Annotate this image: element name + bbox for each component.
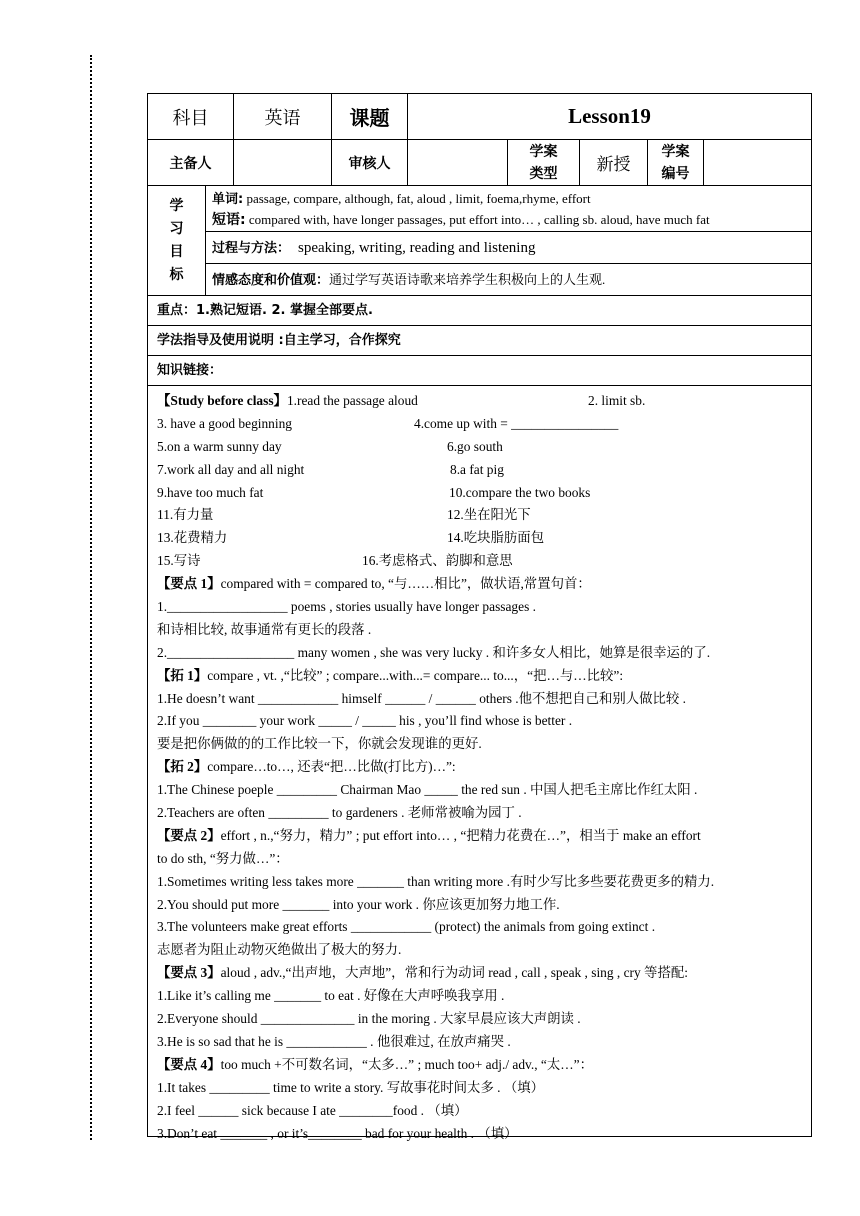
line-text: 2.I feel ______ sick because I ate ________food . （填） (157, 1102, 468, 1118)
content-line (157, 1008, 811, 1031)
line-text: 2.If you ________ your work _____ / _____ his , you’ll find whose is better . (157, 713, 573, 729)
content-line (157, 619, 811, 642)
content-line (157, 1077, 811, 1100)
content-line (157, 871, 811, 894)
content-line (157, 390, 811, 413)
line-text: 11.有力量 (157, 507, 214, 523)
words-phrases-cell (206, 186, 811, 232)
content-line (157, 550, 811, 573)
phrases-text: compared with, have longer passages, put effort into… , calling sb. aloud, have much fat (245, 212, 710, 227)
content-line (157, 894, 811, 917)
line-text: 要是把你俩做的的工作比较一下，你就会发现谁的更好. (157, 736, 482, 752)
content-line (157, 779, 811, 802)
line-text: 2.Teachers are often _________ to gardeners . 老师常被喻为园丁 . (157, 805, 522, 821)
content-line (157, 916, 811, 939)
line-text: 2.Everyone should ______________ in the moring . 大家早晨应该大声朗读 . (157, 1011, 581, 1027)
header-row-1 (148, 94, 811, 140)
content-line (157, 1054, 811, 1077)
line-text-second-column: 6.go south (447, 438, 503, 454)
emotion-text: 通过学写英语诗歌来培养学生积极向上的人生观. (329, 272, 606, 287)
line-text-second-column: 12.坐在阳光下 (447, 507, 531, 523)
line-text-second-column: 4.come up with = ________________ (414, 415, 619, 431)
objectives-side-label (148, 186, 206, 296)
content-line (157, 802, 811, 825)
process-text: speaking, writing, reading and listening (298, 240, 536, 256)
topic-label: 课题 (332, 94, 408, 139)
line-text: 和诗相比较, 故事通常有更长的段落 . (157, 621, 372, 637)
line-text: aloud , adv.,“出声地，大声地”，常和行为动词 read , call , speak , sing , cry 等搭配: (220, 965, 688, 981)
line-text: 5.on a warm sunny day (157, 438, 282, 454)
line-text: 1.The Chinese poeple _________ Chairman Mao _____ the red sun . 中国人把毛主席比作红太阳 . (157, 782, 698, 798)
subject-value: 英语 (234, 94, 332, 139)
plan-no-value (704, 140, 811, 185)
content-line (157, 825, 811, 848)
section-heading: 【要点 4】 (157, 1056, 221, 1072)
line-text: compare , vt. ,“比较” ; compare...with...= compare... to...，“把…与…比较”: (207, 667, 624, 683)
plan-type-label: 学案类型 (508, 140, 580, 185)
content-line (157, 710, 811, 733)
binding-dotted-line (90, 55, 92, 1140)
line-text: 9.have too much fat (157, 484, 264, 500)
section-heading: 【拓 2】 (157, 759, 208, 775)
words-line (212, 189, 811, 210)
content-line (157, 665, 811, 688)
line-text: 3.Don’t eat _______ , or it’s________ bad for your health . （填） (157, 1125, 518, 1141)
line-text: compare…to…, 还表“把…比做(打比方)…”: (207, 759, 456, 775)
line-text: too much +不可数名词，“太多…” ; much too+ adj./ adv., “太…”： (220, 1056, 593, 1072)
line-text-second-column: 8.a fat pig (450, 461, 504, 477)
words-text: passage, compare, although, fat, aloud , limit, foema,rhyme, effort (243, 191, 591, 206)
line-text: 3.The volunteers make great efforts ____________ (protect) the animals from going extinct . (157, 919, 656, 935)
process-method-line (206, 232, 811, 264)
line-text: 15.写诗 (157, 553, 201, 569)
line-text: 1.Like it’s calling me _______ to eat . 好像在大声呼唤我享用 . (157, 988, 505, 1004)
content-line (157, 688, 811, 711)
plan-no-label: 学案编号 (648, 140, 704, 185)
content-line (157, 939, 811, 962)
section-heading: 【要点 2】 (157, 827, 221, 843)
content-line (157, 527, 811, 550)
line-text: 13.花费精力 (157, 530, 228, 546)
content-line (157, 962, 811, 985)
emotion-label: 情感态度和价值观： (212, 273, 330, 288)
reviewer-value (408, 140, 508, 185)
plan-type-value: 新授 (580, 140, 648, 185)
section-heading: 【要点 3】 (157, 965, 221, 981)
line-text: 3. have a good beginning (157, 415, 292, 431)
phrases-line (212, 210, 811, 230)
content-line (157, 459, 811, 482)
line-text: 2.You should put more _______ into your work . 你应该更加努力地工作. (157, 896, 560, 912)
section-heading: 【Study before class】 (157, 393, 287, 408)
line-text: effort , n.,“努力，精力” ; put effort into… , “把精力花费在…”，相当于 make an effort (220, 827, 701, 843)
side-char: 标 (169, 268, 184, 283)
side-char: 习 (169, 222, 184, 237)
content-line (157, 756, 811, 779)
line-text: to do sth, “努力做…”： (157, 850, 289, 866)
content-line (157, 985, 811, 1008)
topic-value: Lesson19 (568, 104, 651, 128)
line-text: 1.He doesn’t want ____________ himself ______ / ______ others .他不想把自己和别人做比较 . (157, 690, 687, 706)
line-text-second-column: 2. limit sb. (588, 393, 646, 408)
words-label: 单词: (212, 192, 244, 207)
line-text: 3.He is so sad that he is ____________ . 他很难过, 在放声痛哭 . (157, 1033, 511, 1049)
content-line (157, 436, 811, 459)
line-text: 志愿者为阻止动物灭绝做出了极大的努力. (157, 942, 402, 958)
line-text: compared with = compared to, “与……相比”，做状语,常置句首： (220, 576, 591, 592)
lesson-plan-sheet (147, 93, 812, 1141)
content-line (157, 1123, 811, 1146)
content-line (157, 413, 811, 436)
process-label: 过程与方法： (212, 241, 291, 256)
preparer-value (234, 140, 332, 185)
line-text: 1.Sometimes writing less takes more _______ than writing more .有时少写比多些要花费更多的精力. (157, 873, 715, 889)
emotion-line (206, 264, 811, 296)
line-text: 7.work all day and all night (157, 461, 305, 477)
line-text: 2.___________________ many women , she was very lucky . 和许多女人相比，她算是很幸运的了. (157, 644, 711, 660)
side-char: 学 (169, 199, 184, 214)
phrases-label: 短语: (212, 212, 246, 228)
line-text: 1.read the passage aloud (286, 393, 418, 408)
guide-row: 学法指导及使用说明 :自主学习，合作探究 (148, 326, 811, 356)
line-text-second-column: 10.compare the two books (449, 484, 591, 500)
knowledge-links-row: 知识链接： (148, 356, 811, 386)
content-line (157, 1031, 811, 1054)
section-heading: 【拓 1】 (157, 667, 208, 683)
content-line (157, 733, 811, 756)
preparer-label: 主备人 (148, 140, 234, 185)
line-text: 1.__________________ poems , stories usually have longer passages . (157, 599, 536, 615)
line-text: 1.It takes _________ time to write a story. 写故事花时间太多 . （填） (157, 1079, 545, 1095)
reviewer-label: 审核人 (332, 140, 408, 185)
header-row-2 (148, 140, 811, 186)
content-line (157, 848, 811, 871)
content-line (157, 482, 811, 505)
focus-row: 重点：1.熟记短语. 2. 掌握全部要点. (148, 296, 811, 326)
content-line (157, 504, 811, 527)
content-line (157, 1100, 811, 1123)
objectives-block (148, 186, 811, 296)
line-text-second-column: 16.考虑格式、韵脚和意思 (362, 553, 513, 569)
subject-label: 科目 (148, 94, 234, 139)
content-line (157, 642, 811, 665)
content-line (157, 573, 811, 596)
section-heading: 【要点 1】 (157, 576, 221, 592)
line-text-second-column: 14.吃块脂肪面包 (447, 530, 545, 546)
content-line (157, 596, 811, 619)
exercise-content (148, 386, 811, 1145)
side-char: 目 (169, 245, 184, 260)
